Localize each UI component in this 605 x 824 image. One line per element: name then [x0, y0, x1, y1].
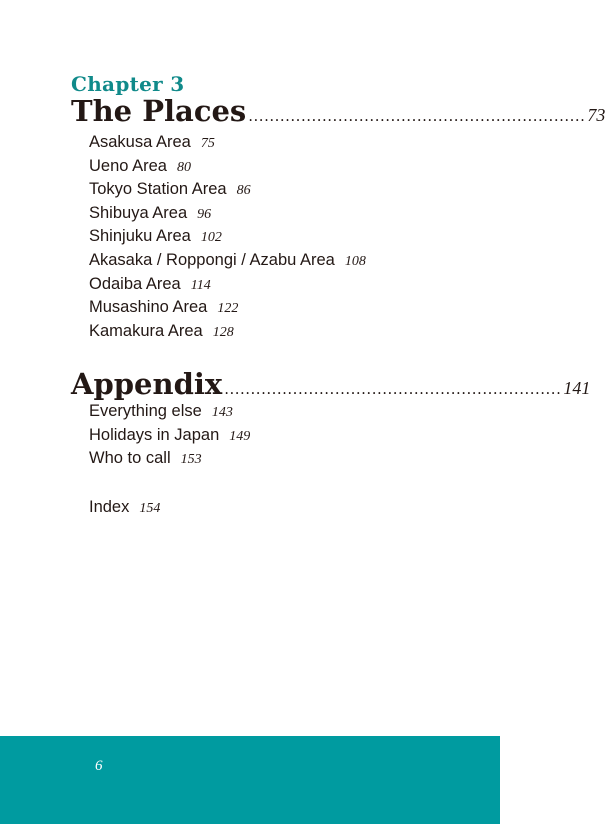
toc-entry[interactable] [89, 178, 366, 202]
footer-band [0, 736, 500, 824]
dot-leader: ................................................................ [224, 380, 562, 398]
toc-entry[interactable] [89, 273, 366, 297]
appendix-entries-list [89, 400, 250, 471]
toc-entry-page: 143 [211, 405, 233, 420]
toc-entry-label: Kamakura Area [89, 321, 203, 340]
toc-entry[interactable] [89, 249, 366, 273]
index-page: 154 [139, 501, 161, 516]
appendix-page-number: 141 [563, 378, 591, 398]
toc-entry[interactable] [89, 202, 366, 226]
index-entry[interactable] [89, 496, 160, 520]
chapter-title-heading[interactable] [71, 94, 605, 128]
toc-entry-page: 75 [200, 136, 215, 151]
toc-entry-page: 149 [229, 428, 251, 444]
toc-entry-page: 114 [190, 277, 211, 293]
index-label: Index [89, 498, 130, 516]
toc-entry[interactable] [89, 296, 366, 320]
toc-entry-label: Holidays in Japan [89, 425, 220, 444]
toc-entry-page: 96 [197, 206, 212, 222]
chapter-entries-list [89, 131, 366, 343]
dot-leader: ................................................................ [248, 107, 586, 125]
toc-entry-page: 128 [212, 324, 234, 340]
appendix-heading[interactable] [71, 367, 591, 401]
toc-entry-label: Tokyo Station Area [89, 180, 227, 199]
toc-entry-label: Odaiba Area [89, 274, 181, 293]
toc-entry[interactable] [89, 400, 250, 424]
toc-entry-label: Musashino Area [89, 298, 208, 317]
toc-entry[interactable] [89, 155, 366, 179]
toc-entry-page: 86 [236, 183, 251, 199]
toc-entry-label: Asakusa Area [89, 133, 191, 151]
toc-entry[interactable] [89, 225, 366, 249]
toc-entry-label: Shinjuku Area [89, 227, 191, 246]
chapter-page-number: 73 [587, 105, 605, 125]
toc-entry-page: 80 [176, 159, 191, 175]
toc-entry-label: Ueno Area [89, 156, 167, 175]
index-entry-block [89, 496, 160, 520]
page-number: 6 [95, 758, 103, 774]
toc-entry-label: Who to call [89, 449, 171, 468]
appendix-title: Appendix [71, 367, 223, 401]
toc-entry-page: 102 [200, 230, 222, 246]
toc-entry[interactable] [89, 424, 250, 448]
toc-entry-page: 153 [180, 452, 202, 468]
toc-entry[interactable] [89, 131, 366, 155]
toc-entry[interactable] [89, 320, 366, 344]
chapter-label: Chapter 3 [71, 72, 185, 96]
toc-entry[interactable] [89, 447, 250, 471]
toc-entry-label: Shibuya Area [89, 203, 188, 222]
toc-entry-label: Akasaka / Roppongi / Azabu Area [89, 250, 335, 269]
toc-entry-label: Everything else [89, 402, 202, 420]
toc-entry-page: 108 [344, 253, 366, 269]
chapter-title: The Places [71, 94, 247, 128]
toc-entry-page: 122 [217, 301, 239, 317]
